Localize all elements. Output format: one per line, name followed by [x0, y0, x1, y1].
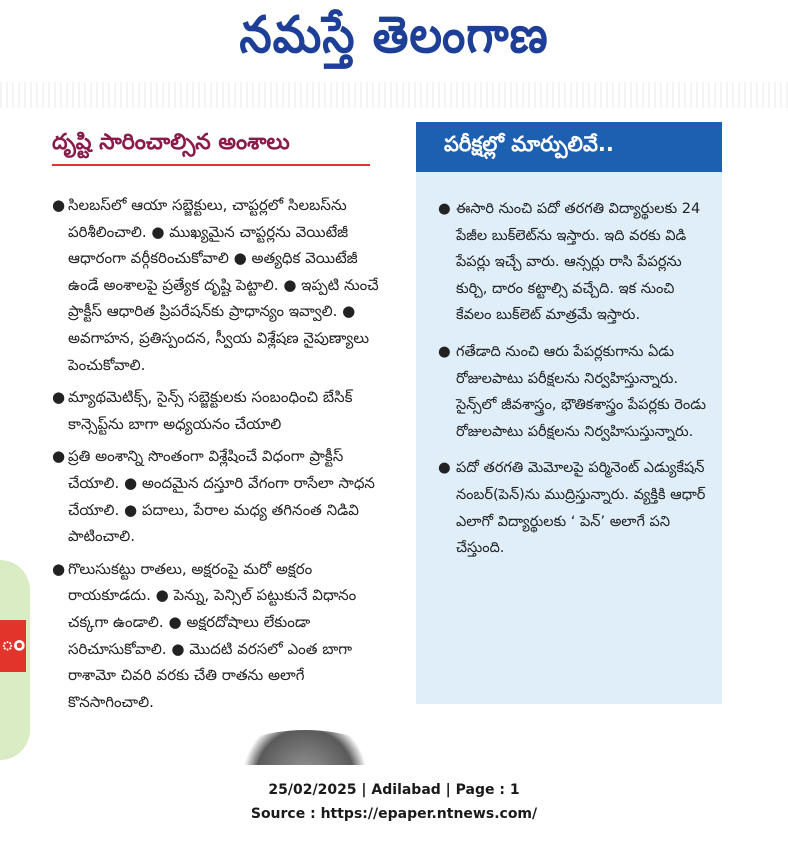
bullet-icon: ●	[52, 388, 66, 407]
list-item: ● పదో తరగతి మెమోలపై పర్మినెంట్ ఎడ్యుకేషన్ నంబర్(పెన్)ను ముద్రిస్తున్నారు. వ్యక్తికి ఆధార్ ఎలాగో విద్యార్థులకు ‘ పెన్’ అలాగే పని చేస్తుంది.	[438, 455, 713, 561]
bullet-icon: ●	[52, 559, 66, 578]
masthead	[0, 0, 788, 82]
list-item: ● ప్రతి అంశాన్ని సొంతంగా విశ్లేషించే విధంగా ప్రాక్టీస్ చేయాలి. ● అందమైన దస్తూరి వేగంగా రాసేలా సాధన చేయాలి. ● పదాలు, పేరాల మధ్య తగినంత నిడివి పాటించాలి.	[52, 443, 392, 549]
side-red-tab: ం	[0, 620, 26, 672]
footer-date-line: 25/02/2025 | Adilabad | Page : 1	[268, 782, 520, 798]
list-item: ● మ్యాథమెటిక్స్, సైన్స్ సబ్జెక్టులకు సంబంధించి బేసిక్ కాన్సెప్ట్‌ను బాగా అధ్యయనం చేయాలి	[52, 384, 392, 437]
photo-fragment	[230, 730, 380, 765]
left-column	[52, 192, 392, 721]
bullet-icon: ●	[52, 196, 66, 214]
bullet-icon: ●	[438, 343, 451, 360]
right-column	[438, 196, 713, 572]
left-heading	[52, 130, 370, 166]
right-heading: పరీక్షల్లో మార్పులివే..	[416, 122, 722, 172]
list-item: ● ఈసారి నుంచి పదో తరగతి విద్యార్థులకు 24 పేజీల బుక్‌లెట్‌ను ఇస్తారు. ఇది వరకు విడి పేపర్లు ఇచ్చే వారు. ఆన్సర్లు రాసి పేపర్లను కుర్చి, దారం కట్టాల్సి వచ్చేది. ఇక నుంచి కేవలం బుక్‌లెట్ మాత్రమే ఇస్తారు.	[438, 196, 713, 329]
list-item: ● గొలుసుకట్టు రాతలు, అక్షరంపై మరో అక్షరం రాయకూడదు. ● పెన్ను, పెన్సిల్ పట్టుకునే విధానం చక్కగా ఉండాలి. ● అక్షరదోషాలు లేకుండా సరిచూసుకోవాలి. ● మొదటి వరసలో ఎంత బాగా రాశామో చివరి వరకు చేతి రాతను అలాగే కొనసాగించాలి.	[52, 556, 392, 716]
bullet-icon: ●	[52, 447, 66, 466]
list-item: ● సిలబస్‌లో ఆయా సబ్జెక్టులు, చాప్టర్లలో సిలబస్‌ను పరిశీలించాలి. ● ముఖ్యమైన చాప్టర్లను వెయిటేజీ ఆధారంగా వర్గీకరించుకోవాలి ● అత్యధిక వెయిటేజీ ఉండే అంశాలపై ప్రత్యేక దృష్టి పెట్టాలి. ● ఇప్పటి నుంచే ప్రాక్టీస్ ఆధారిత ప్రిపరేషన్‌కు ప్రాధాన్యం ఇవ్వాలి. ● అవగాహన, ప్రతిస్పందన, స్వీయ విశ్లేషణ నైపుణ్యాలు పెంచుకోవాలి.	[52, 192, 392, 378]
bullet-icon: ●	[438, 460, 451, 477]
left-heading-text: దృష్టి సారించాల్సిన అంశాలు	[52, 130, 290, 155]
masthead-logo: నమస్తే తెలంగాణ	[239, 4, 549, 65]
bullet-icon: ●	[438, 201, 451, 217]
footer-source-line: Source : https://epaper.ntnews.com/	[250, 806, 538, 822]
masthead-divider	[0, 82, 788, 108]
list-item: ● గతేడాది నుంచి ఆరు పేపర్లకుగాను ఏడు రోజులపాటు పరీక్షలను నిర్వహిస్తున్నారు. సైన్స్‌లో జీవశాస్త్రం, భౌతికశాస్త్రం పేపర్లకు రెండు రోజులపాటు పరీక్షలను నిర్వహిసుస్తున్నారు.	[438, 339, 713, 445]
footer	[0, 778, 788, 826]
